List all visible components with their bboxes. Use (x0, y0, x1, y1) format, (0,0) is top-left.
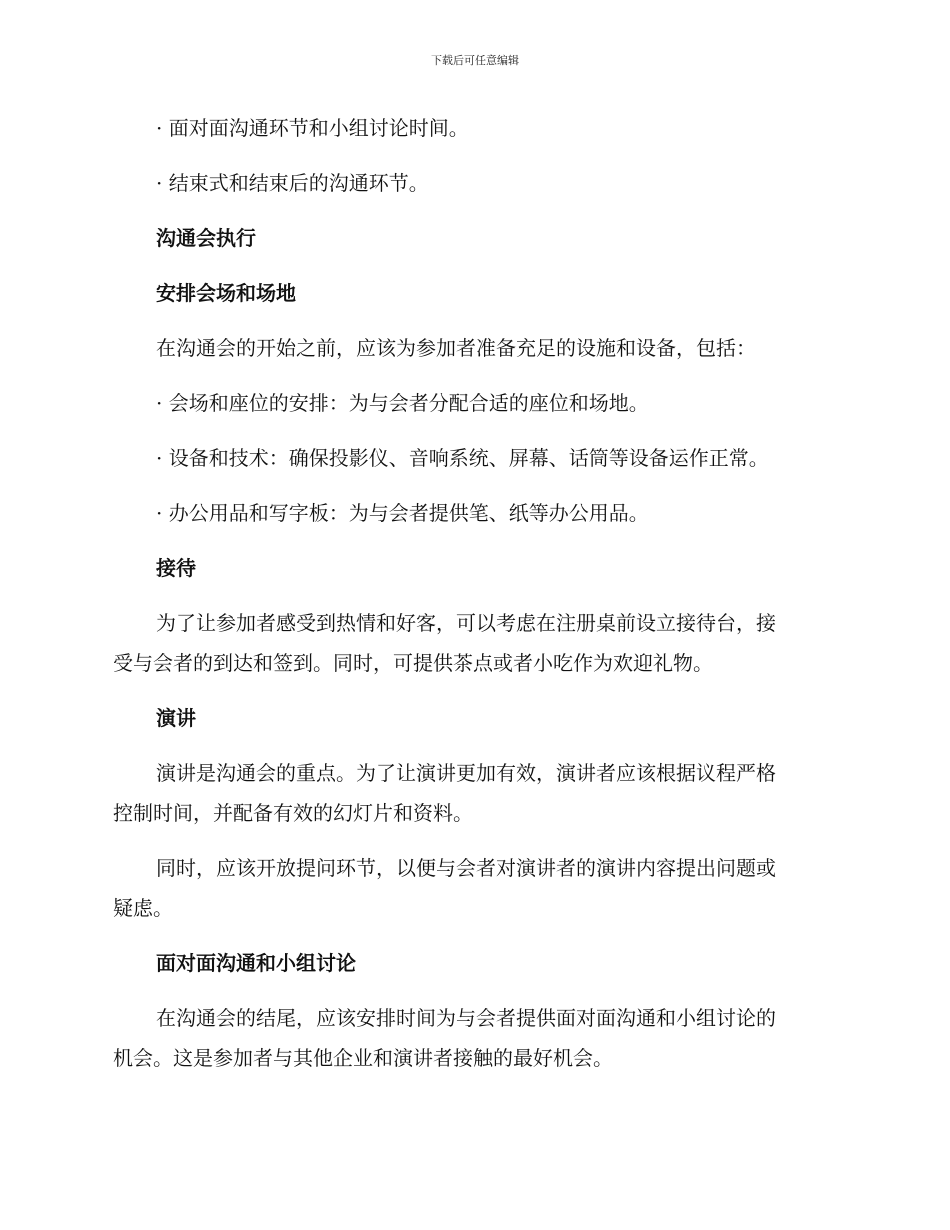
bullet-item: · 结束式和结束后的沟通环节。 (156, 171, 429, 195)
paragraph-line: 为了让参加者感受到热情和好客，可以考虑在注册桌前设立接待台，接 (156, 611, 776, 635)
section-heading: 沟通会执行 (156, 226, 256, 250)
bullet-item: · 面对面沟通环节和小组讨论时间。 (156, 116, 469, 140)
subsection-heading: 演讲 (156, 706, 196, 730)
bullet-item: · 设备和技术：确保投影仪、音响系统、屏幕、话筒等设备运作正常。 (156, 446, 769, 470)
bullet-item: · 会场和座位的安排：为与会者分配合适的座位和场地。 (156, 391, 649, 415)
paragraph-line: 同时，应该开放提问环节，以便与会者对演讲者的演讲内容提出问题或 (156, 856, 776, 880)
subsection-heading: 面对面沟通和小组讨论 (156, 951, 356, 975)
subsection-heading: 安排会场和场地 (156, 281, 296, 305)
paragraph-line: 在沟通会的结尾，应该安排时间为与会者提供面对面沟通和小组讨论的 (156, 1006, 776, 1030)
bullet-item: · 办公用品和写字板：为与会者提供笔、纸等办公用品。 (156, 501, 649, 525)
paragraph-line: 机会。这是参加者与其他企业和演讲者接触的最好机会。 (113, 1046, 613, 1070)
paragraph (113, 753, 833, 833)
paragraph (113, 998, 833, 1078)
paragraph (113, 848, 833, 928)
paragraph: 在沟通会的开始之前，应该为参加者准备充足的设施和设备，包括： (156, 336, 756, 360)
paragraph-line: 疑虑。 (113, 896, 173, 920)
page-header: 下载后可任意编辑 (431, 54, 519, 67)
paragraph-line: 演讲是沟通会的重点。为了让演讲更加有效，演讲者应该根据议程严格 (156, 761, 776, 785)
subsection-heading: 接待 (156, 556, 196, 580)
paragraph-line: 控制时间，并配备有效的幻灯片和资料。 (113, 801, 473, 825)
document-body (113, 108, 833, 1093)
paragraph (113, 603, 833, 683)
paragraph-line: 受与会者的到达和签到。同时，可提供茶点或者小吃作为欢迎礼物。 (113, 651, 713, 675)
